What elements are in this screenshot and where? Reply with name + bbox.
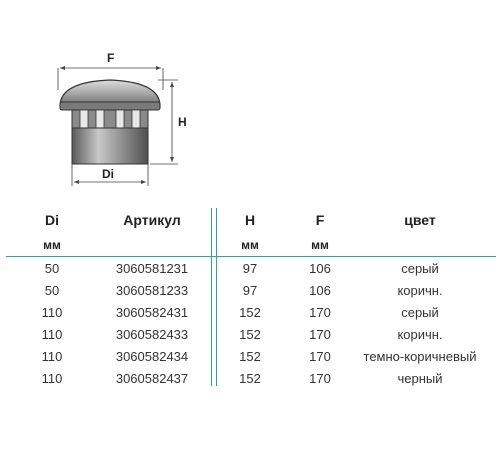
label-diameter: Di — [102, 167, 114, 181]
cell-f: 170 — [309, 371, 331, 386]
unit-f: мм — [311, 238, 329, 252]
cell-h: 152 — [239, 371, 261, 386]
cell-di: 50 — [44, 261, 60, 276]
label-height: H — [178, 115, 187, 129]
vent-cap-drawing — [50, 40, 200, 190]
cell-article: 3060582433 — [115, 327, 189, 342]
spec-table — [0, 206, 500, 396]
cell-di: 110 — [41, 349, 63, 364]
header-f: F — [315, 212, 325, 228]
cell-h: 152 — [239, 327, 261, 342]
cell-f: 170 — [309, 305, 331, 320]
cell-f: 170 — [309, 327, 331, 342]
cell-article: 3060581233 — [115, 283, 189, 298]
cell-f: 170 — [309, 349, 331, 364]
vent-cap-body — [60, 80, 160, 164]
cell-color: коричн. — [397, 327, 443, 342]
cell-f: 106 — [309, 283, 331, 298]
column-divider-left — [211, 208, 212, 386]
cell-color: серый — [401, 261, 439, 276]
cell-h: 97 — [242, 261, 258, 276]
cell-color: коричн. — [397, 283, 443, 298]
unit-di: мм — [43, 238, 61, 252]
unit-h: мм — [241, 238, 259, 252]
label-width: F — [107, 51, 115, 65]
cell-h: 97 — [242, 283, 258, 298]
cell-di: 110 — [41, 327, 63, 342]
cell-article: 3060581231 — [115, 261, 189, 276]
header-color: цвет — [404, 212, 436, 228]
cell-di: 50 — [44, 283, 60, 298]
cell-article: 3060582434 — [115, 349, 189, 364]
cell-color: черный — [397, 371, 443, 386]
cell-article: 3060582431 — [115, 305, 189, 320]
cell-article: 3060582437 — [115, 371, 189, 386]
header-article: Артикул — [123, 212, 181, 228]
cell-f: 106 — [309, 261, 331, 276]
cell-di: 110 — [41, 305, 63, 320]
header-separator — [6, 256, 496, 257]
cell-color: серый — [401, 305, 439, 320]
header-di: Di — [45, 212, 59, 228]
cell-di: 110 — [41, 371, 63, 386]
column-divider-right — [216, 208, 217, 386]
cell-h: 152 — [239, 349, 261, 364]
header-h: H — [244, 212, 256, 228]
cell-color: темно-коричневый — [363, 349, 477, 364]
cell-h: 152 — [239, 305, 261, 320]
